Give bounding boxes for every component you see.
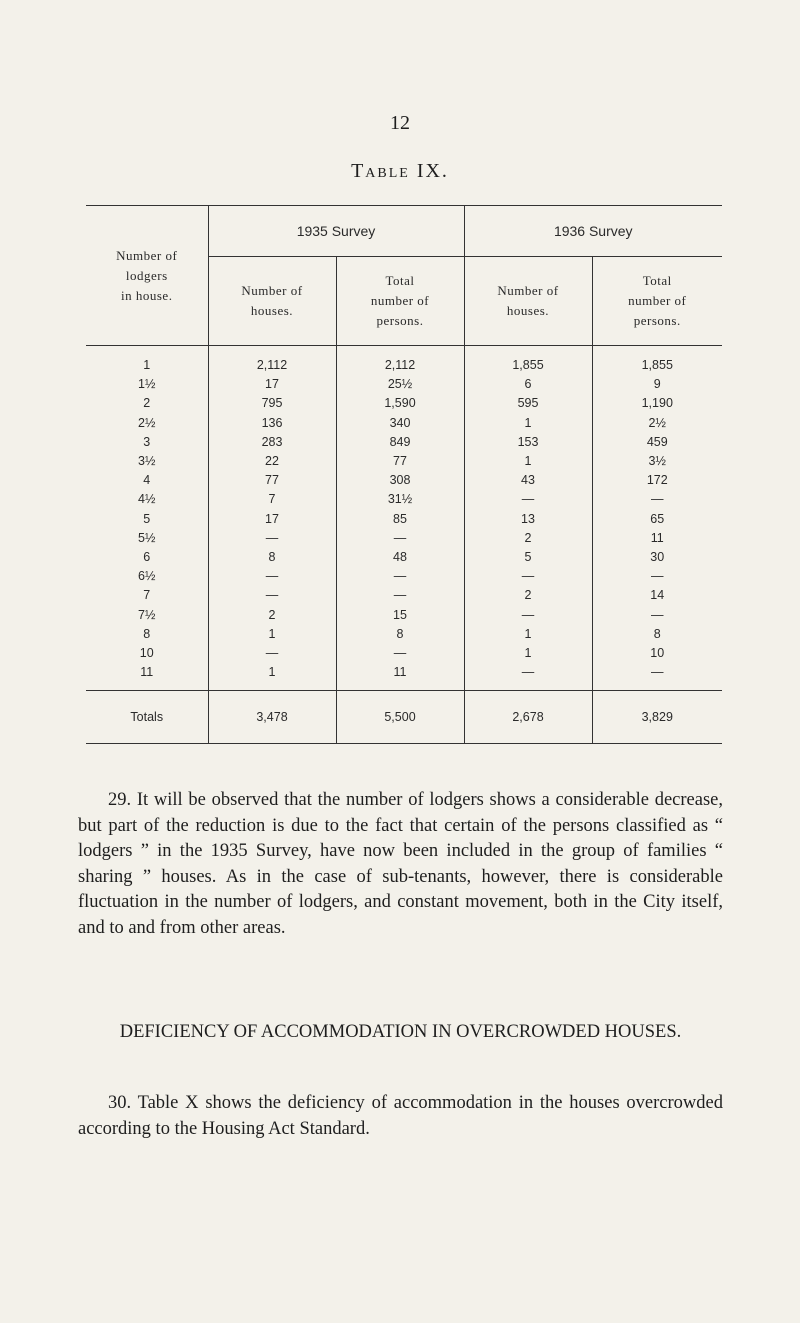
cell-houses-1936: 13 [464, 510, 592, 529]
cell-houses-1936: 43 [464, 471, 592, 490]
header-persons-1936 [592, 257, 722, 346]
table-row [86, 394, 722, 413]
cell-persons-1936: — [592, 490, 722, 509]
cell-persons-1936: 1,855 [592, 346, 722, 376]
table-row [86, 414, 722, 433]
header-houses-line: houses. [250, 303, 294, 318]
cell-persons-1935: 77 [336, 452, 464, 471]
table-row [86, 375, 722, 394]
table-row [86, 548, 722, 567]
header-houses-line: Number of [497, 283, 559, 298]
cell-persons-1935: 48 [336, 548, 464, 567]
table-row [86, 490, 722, 509]
cell-persons-1936: 11 [592, 529, 722, 548]
cell-lodgers: 6 [143, 550, 151, 565]
cell-houses-1936: 2 [464, 529, 592, 548]
cell-houses-1935: 1 [208, 663, 336, 691]
cell-houses-1935: — [208, 567, 336, 586]
paragraph-29 [78, 788, 723, 941]
cell-houses-1936: 1 [464, 625, 592, 644]
cell-persons-1935: — [336, 567, 464, 586]
cell-houses-1935: 22 [208, 452, 336, 471]
table-row [86, 586, 722, 605]
cell-houses-1935: 2 [208, 606, 336, 625]
table-row [86, 644, 722, 663]
header-persons-line: persons. [633, 313, 681, 328]
totals-houses-1935: 3,478 [208, 691, 336, 744]
cell-lodgers: 1½ [138, 377, 156, 392]
cell-lodgers: 10 [139, 646, 154, 661]
table-row [86, 433, 722, 452]
cell-houses-1936: — [464, 490, 592, 509]
cell-persons-1935: 308 [336, 471, 464, 490]
cell-lodgers: 4 [143, 473, 151, 488]
table-title: Table IX. [351, 160, 449, 182]
header-persons-line: persons. [376, 313, 424, 328]
cell-houses-1935: 795 [208, 394, 336, 413]
table-row [86, 452, 722, 471]
cell-houses-1935: 17 [208, 510, 336, 529]
cell-lodgers: 3 [143, 434, 151, 449]
cell-lodgers: 1 [143, 358, 151, 372]
header-lodgers-line: in house. [121, 287, 173, 303]
cell-persons-1935: — [336, 529, 464, 548]
paragraph-30-text: 30. Table X shows the deficiency of accommodation in the houses overcrowded according to the Housing Act Standard. [78, 1093, 723, 1139]
cell-houses-1935: 2,112 [208, 346, 336, 376]
header-survey-1935: 1935 Survey [208, 206, 464, 257]
header-persons-line: number of [628, 293, 687, 308]
header-persons-1935 [336, 257, 464, 346]
cell-persons-1936: 14 [592, 586, 722, 605]
table-row [86, 606, 722, 625]
header-houses-1936 [464, 257, 592, 346]
cell-persons-1936: 1,190 [592, 394, 722, 413]
cell-lodgers: 8 [143, 626, 151, 641]
cell-houses-1936: 1,855 [464, 346, 592, 376]
cell-houses-1936: — [464, 567, 592, 586]
cell-lodgers: 6½ [138, 569, 156, 584]
cell-persons-1935: 2,112 [336, 346, 464, 376]
cell-persons-1936: 8 [592, 625, 722, 644]
header-lodgers-line: lodgers [125, 267, 168, 283]
header-houses-line: Number of [241, 283, 303, 298]
cell-houses-1936: 6 [464, 375, 592, 394]
header-lodgers-line: Number of [116, 247, 178, 263]
cell-persons-1935: 85 [336, 510, 464, 529]
cell-persons-1935: 849 [336, 433, 464, 452]
table-row [86, 625, 722, 644]
cell-houses-1935: — [208, 644, 336, 663]
cell-houses-1935: — [208, 586, 336, 605]
cell-persons-1936: 10 [592, 644, 722, 663]
cell-houses-1936: 2 [464, 586, 592, 605]
table-row [86, 529, 722, 548]
cell-persons-1936: — [592, 606, 722, 625]
section-heading: DEFICIENCY OF ACCOMMODATION IN OVERCROWDED HOUSES. [119, 1022, 682, 1042]
table-row [86, 567, 722, 586]
paragraph-30 [78, 1091, 723, 1142]
header-houses-line: houses. [506, 303, 550, 318]
cell-houses-1936: 595 [464, 394, 592, 413]
cell-houses-1936: — [464, 606, 592, 625]
header-survey-1936: 1936 Survey [464, 206, 722, 257]
cell-persons-1935: 1,590 [336, 394, 464, 413]
paragraph-29-text: 29. It will be observed that the number of lodgers shows a considerable decrease, but part of the reduction is due to the fact that certain of the persons classified as “ lodgers ” in the 1935 Survey, have now been included in the group of families “ sharing ” houses. As in the case of sub-tenants, however, there is considerable fluctuation in the number of lodgers, and constant movement, both in the City itself, and to and from other areas. [78, 790, 723, 938]
cell-houses-1936: 1 [464, 644, 592, 663]
cell-lodgers: 4½ [138, 492, 156, 507]
cell-lodgers: 2 [143, 396, 151, 411]
cell-lodgers: 5½ [138, 530, 156, 545]
cell-persons-1936: — [592, 663, 722, 691]
cell-houses-1936: 1 [464, 414, 592, 433]
totals-houses-1936: 2,678 [464, 691, 592, 744]
table-row [86, 663, 722, 691]
cell-houses-1935: 8 [208, 548, 336, 567]
header-persons-line: Total [642, 273, 672, 288]
cell-persons-1935: 31½ [336, 490, 464, 509]
cell-persons-1935: 11 [336, 663, 464, 691]
cell-persons-1936: 9 [592, 375, 722, 394]
cell-persons-1936: 459 [592, 433, 722, 452]
cell-persons-1935: 25½ [336, 375, 464, 394]
cell-houses-1936: — [464, 663, 592, 691]
cell-lodgers: 7 [143, 588, 151, 603]
cell-houses-1935: 17 [208, 375, 336, 394]
cell-lodgers: 11 [140, 665, 154, 680]
cell-persons-1936: 65 [592, 510, 722, 529]
cell-persons-1935: — [336, 586, 464, 605]
totals-persons-1936: 3,829 [592, 691, 722, 744]
cell-persons-1936: — [592, 567, 722, 586]
cell-houses-1936: 153 [464, 433, 592, 452]
header-lodgers [86, 206, 208, 346]
cell-lodgers: 3½ [138, 454, 156, 469]
cell-persons-1936: 3½ [592, 452, 722, 471]
cell-persons-1935: — [336, 644, 464, 663]
totals-label: Totals [130, 710, 164, 725]
cell-houses-1936: 1 [464, 452, 592, 471]
header-houses-1935 [208, 257, 336, 346]
header-persons-line: Total [385, 273, 415, 288]
totals-row [86, 691, 722, 744]
cell-houses-1936: 5 [464, 548, 592, 567]
table-row [86, 510, 722, 529]
cell-lodgers: 2½ [138, 415, 156, 430]
cell-persons-1936: 30 [592, 548, 722, 567]
cell-persons-1936: 2½ [592, 414, 722, 433]
page-number: 12 [390, 112, 410, 134]
header-persons-line: number of [370, 293, 430, 308]
cell-houses-1935: 7 [208, 490, 336, 509]
table-row [86, 471, 722, 490]
cell-persons-1935: 15 [336, 606, 464, 625]
lodgers-table [86, 205, 722, 744]
cell-lodgers: 7½ [138, 607, 156, 622]
cell-houses-1935: 77 [208, 471, 336, 490]
cell-houses-1935: — [208, 529, 336, 548]
cell-persons-1935: 8 [336, 625, 464, 644]
cell-persons-1936: 172 [592, 471, 722, 490]
cell-persons-1935: 340 [336, 414, 464, 433]
cell-houses-1935: 1 [208, 625, 336, 644]
totals-persons-1935: 5,500 [336, 691, 464, 744]
table-row [86, 346, 722, 376]
cell-houses-1935: 136 [208, 414, 336, 433]
cell-lodgers: 5 [143, 511, 151, 526]
cell-houses-1935: 283 [208, 433, 336, 452]
